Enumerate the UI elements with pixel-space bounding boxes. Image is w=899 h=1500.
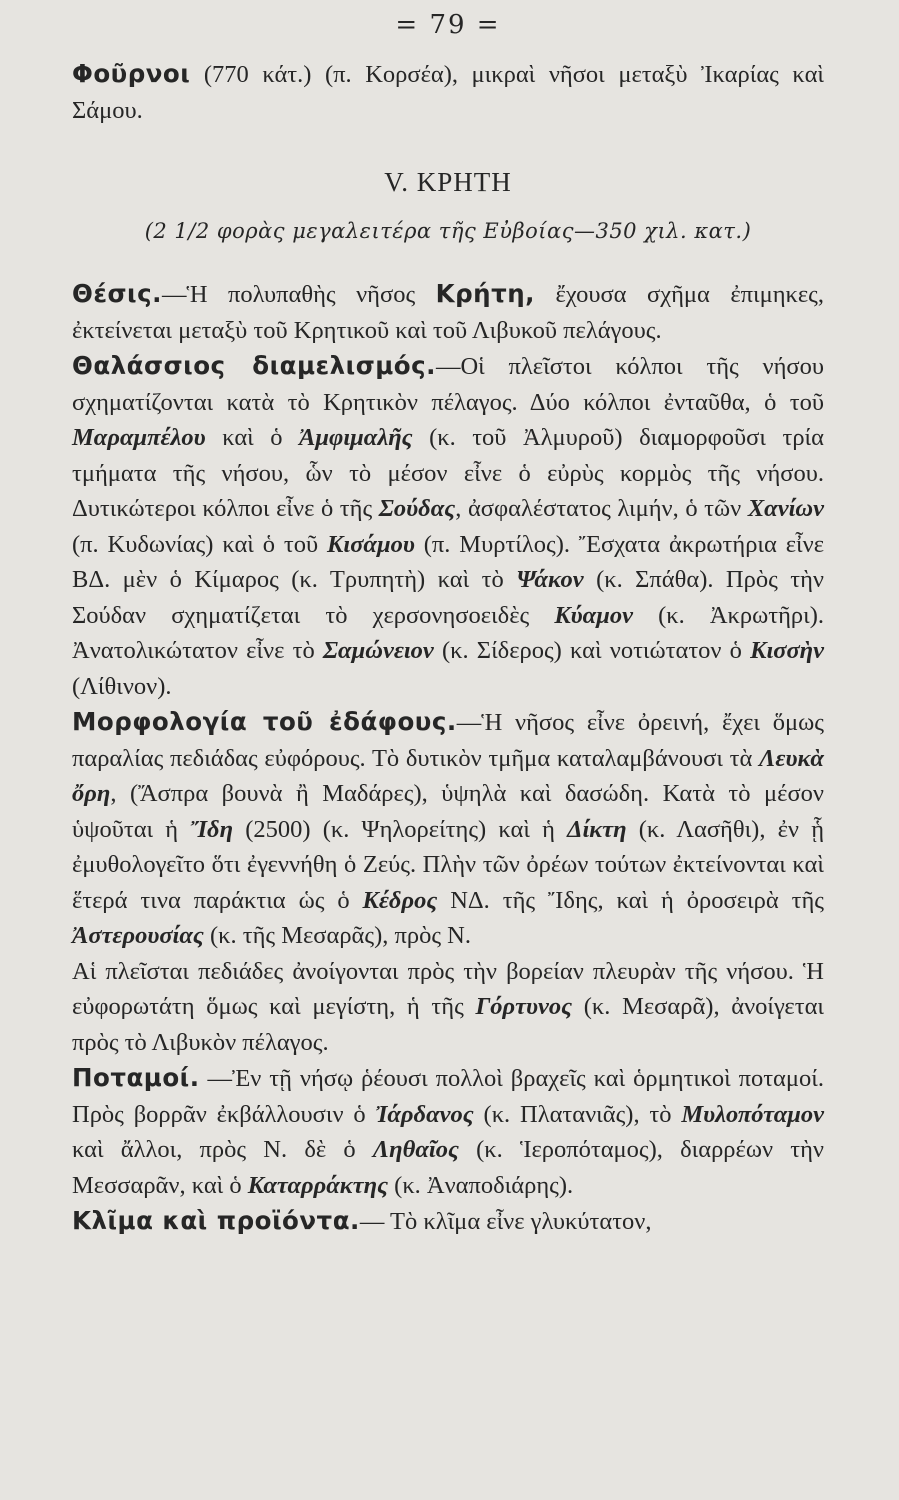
section-heading: Κλῖμα καὶ προϊόντα.: [72, 1206, 360, 1235]
intro-paragraph: [72, 56, 824, 128]
paragraph-morphology: [72, 704, 824, 954]
body-text: (κ. Πλατανιᾶς), τὸ: [473, 1100, 682, 1128]
place-name: Σούδας: [378, 495, 456, 522]
paragraph-thesis: [72, 276, 824, 348]
body-text: (2500) (κ. Ψηλορείτης) καὶ ἡ: [233, 815, 568, 843]
body-text: (κ. Σίδερος) καὶ νοτιώτατον ὁ: [433, 637, 751, 664]
body-text: —Ἡ νῆσος εἶνε ὀρεινή, ἔχει ὅμως παραλίας πεδιάδας εὐφόρους. Τὸ δυτικὸν τμῆμα καταλαμβάνουσι τὰ: [72, 709, 824, 772]
place-name: Ψάκον: [516, 566, 584, 593]
body-text: Αἱ πλεῖσται πεδιάδες ἀνοίγονται πρὸς τὴν βορείαν πλευρὰν τῆς νήσου. Ἡ εὐφορωτάτη ὅμως καὶ μεγίστη, ἡ τῆς: [72, 957, 824, 1020]
body-text: (κ. τοῦ Ἀλμυροῦ) διαμορφοῦσι τρία τμήματα τῆς νήσου, ὧν τὸ μέσον εἶνε ὁ εὐρὺς κορμὸς τῆς νήσου. Δυτικώτεροι κόλποι εἶνε ὁ τῆς: [72, 424, 824, 522]
place-name: Μυλοπόταμον: [681, 1100, 824, 1128]
body-text: , ἀσφαλέστατος λιμήν, ὁ τῶν: [455, 495, 748, 522]
body-text: (κ. Λασῆθι), ἐν ᾗ ἐμυθολογεῖτο ὅτι ἐγεννήθη ὁ Ζεύς. Πλὴν τῶν ὀρέων τούτων ἐκτείνονται καὶ ἕτερά τινα παράκτια ὡς ὁ: [72, 815, 825, 914]
body-text: (Λίθινον).: [72, 672, 172, 700]
place-name: Κέδρος: [362, 886, 438, 914]
chapter-title: V. ΚΡΗΤΗ: [384, 167, 512, 197]
body-text: ΝΔ. τῆς Ἴδης, καὶ ἡ ὀροσειρὰ τῆς: [437, 886, 824, 914]
place-name: Μαραμπέλου: [72, 424, 206, 451]
place-name: Σαμώνειον: [322, 637, 434, 664]
place-name: Γόρτυνος: [475, 993, 573, 1020]
body-text: , (Ἄσπρα βουνὰ ἢ Μαδάρες), ὑψηλὰ καὶ δασώδη. Κατὰ τὸ μέσον ὑψοῦται ἡ: [72, 780, 824, 843]
intro-heading: Φοῦρνοι: [72, 59, 191, 88]
section-heading: Θέσις.: [72, 279, 162, 308]
sections-container: [72, 276, 824, 1240]
body-text: (π. Μυρτίλος). Ἔσχατα ἀκρωτήρια εἶνε ΒΔ. μὲν ὁ Κίμαρος (κ. Τρυπητὴ) καὶ τὸ: [72, 530, 824, 593]
page-content: [72, 8, 824, 1240]
body-text: καὶ ὁ: [205, 424, 300, 451]
body-text: (π. Κυδωνίας) καὶ ὁ τοῦ: [72, 530, 328, 558]
paragraph-rivers: [72, 1060, 824, 1203]
place-name: Ἀμφιμαλῆς: [299, 424, 413, 451]
page-number: = 79 =: [395, 10, 501, 40]
place-name: Κύαμον: [554, 601, 633, 629]
body-text: —Ἐν τῇ νήσῳ ῥέουσι πολλοὶ βραχεῖς καὶ ὁρμητικοὶ ποταμοί. Πρὸς βορρᾶν ἐκβάλλουσιν ὁ: [72, 1065, 824, 1128]
place-name: Δίκτη: [567, 815, 627, 843]
body-text: —Οἱ πλεῖστοι κόλποι τῆς νήσου σχηματίζονται κατὰ τὸ Κρητικὸν πέλαγος. Δύο κόλποι ἐνταῦθα, ὁ τοῦ: [72, 353, 824, 416]
body-text: —Ἡ πολυπαθὴς νῆσος: [161, 281, 436, 308]
body-text: ἔχουσα σχῆμα ἐπιμηκες, ἐκτείνεται μεταξὺ τοῦ Κρητικοῦ καὶ τοῦ Λιβυκοῦ πελάγους.: [72, 281, 824, 344]
place-name: Ἰάρδανος: [375, 1100, 474, 1128]
body-text: — Τὸ κλῖμα εἶνε γλυκύτατον,: [359, 1208, 652, 1235]
section-heading: Θαλάσσιος διαμελισμός.: [72, 351, 436, 380]
chapter-subtitle: (2 1/2 φορὰς μεγαλειτέρα τῆς Εὐβοίας—350 χιλ. κατ.): [144, 219, 752, 243]
paragraph-coast: [72, 348, 824, 704]
section-heading: Κρήτη,: [435, 279, 535, 308]
place-name: Ἴδη: [190, 815, 234, 843]
place-name: Χανίων: [747, 495, 824, 522]
place-name: Ληθαῖος: [372, 1136, 459, 1163]
section-heading: Ποταμοί.: [72, 1063, 200, 1092]
place-name: Ἀστερουσίας: [72, 922, 204, 949]
paragraph-plains: [72, 954, 824, 1061]
body-text: καὶ ἄλλοι, πρὸς Ν. δὲ ὁ: [72, 1136, 373, 1163]
place-name: Καταρράκτης: [247, 1171, 389, 1199]
body-text: (κ. Ἀκρωτῆρι). Ἀνατολικώτατον εἶνε τὸ: [72, 601, 824, 664]
place-name: Λευκὰ ὄρη: [72, 744, 824, 807]
intro-text: (770 κάτ.) (π. Κορσέα), μικραὶ νῆσοι μεταξὺ Ἰκαρίας καὶ Σάμου.: [72, 61, 824, 124]
body-text: (κ. Ἱεροπόταμος), διαρρέων τὴν Μεσσαρᾶν, καὶ ὁ: [72, 1136, 824, 1199]
place-name: Κισσὴν: [750, 637, 825, 664]
body-text: (κ. τῆς Μεσαρᾶς), πρὸς Ν.: [203, 922, 471, 949]
body-text: (κ. Ἀναποδιάρης).: [388, 1171, 574, 1199]
place-name: Κισάμου: [327, 530, 415, 558]
section-heading: Μορφολογία τοῦ ἐδάφους.: [72, 707, 457, 736]
body-text: (κ. Μεσαρᾶ), ἀνοίγεται πρὸς τὸ Λιβυκὸν πέλαγος.: [72, 993, 824, 1056]
body-text: (κ. Σπάθα). Πρὸς τὴν Σούδαν σχηματίζεται τὸ χερσονησοειδὲς: [72, 566, 824, 629]
paragraph-climate: [72, 1203, 824, 1240]
